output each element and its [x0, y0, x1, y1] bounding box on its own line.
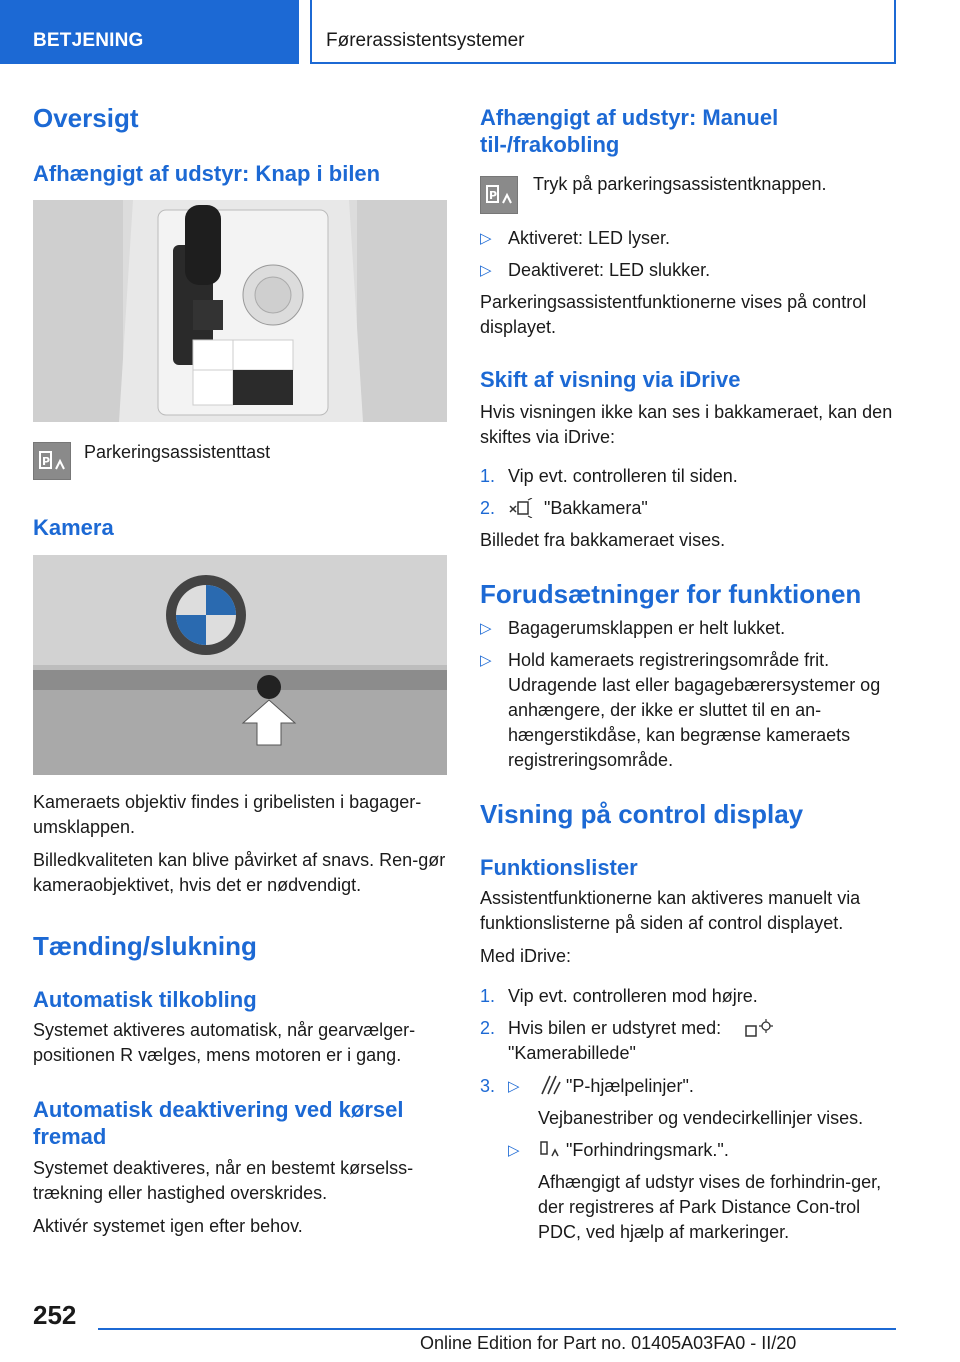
para-funktionslister: Assistentfunktionerne kan aktiveres manuelt via funktionslisterne på siden af control displayet.	[480, 888, 861, 933]
heading-visning: Visning på control display	[480, 799, 804, 829]
chapter-title: Førerassistentsystemer	[310, 0, 896, 64]
heading-skift: Skift af visning via iDrive	[480, 367, 741, 392]
list-item: ▷ "Forhindringsmark.". Afhængigt af udstyr vises de forhindrin-ger, der registreres af Park Distance Con-trol PDC, ved hjælp af markeringer.	[508, 1140, 882, 1242]
caption-knap: Parkeringsassistenttast	[84, 442, 271, 462]
list-item: ▷ Aktiveret: LED lyser.	[480, 226, 900, 251]
heading-taending: Tænding/slukning	[33, 931, 257, 961]
list-item: ▷ Hold kameraets registreringsområde frit. Udragende last eller bagagebærersystemer og anhængere, der ikke er sluttet til en an-hængerstikdåse, kan begrænse kameraets registreringsområde.	[480, 650, 881, 770]
para-auto-deakt-2: Aktivér systemet igen efter behov.	[33, 1216, 303, 1236]
footer-divider	[98, 1328, 896, 1330]
list-item: 3. ▷ "P-hjælpelinjer". Vejbanestriber og vendecirkellinjer vises.	[480, 1076, 864, 1128]
list-item: ▷ Deaktiveret: LED slukker.	[480, 258, 900, 283]
list-item: 1. Vip evt. controlleren mod højre.	[480, 986, 758, 1006]
heading-funktionslister: Funktionslister	[480, 855, 638, 880]
park-assist-button-icon	[33, 442, 71, 480]
list-item: 2. "Bakkamera"	[480, 498, 648, 518]
para-skift: Hvis visningen ikke kan ses i bakkameraet, kan den skiftes via iDrive:	[480, 402, 893, 447]
heading-knap: Afhængigt af udstyr: Knap i bilen	[33, 161, 381, 186]
bullet-marker-icon: ▷	[508, 1142, 520, 1159]
para-kamera-1: Kameraets objektiv findes i gribelisten i bagager-umsklappen.	[33, 792, 422, 837]
list-item: 2. Hvis bilen er udstyret med: "Kamerabillede"	[480, 1016, 900, 1066]
park-assist-button-icon	[480, 176, 518, 214]
obstacle-marking-icon	[538, 1138, 562, 1160]
footer-edition: Online Edition for Part no. 01405A03FA0 - II/20	[420, 1333, 797, 1353]
svg-text:P: P	[42, 455, 51, 468]
page-number: 252	[33, 1300, 77, 1330]
list-item: 1. Vip evt. controlleren til siden.	[480, 466, 738, 486]
heading-auto-deakt: Automatisk deaktivering ved kørsel fremad	[33, 1097, 404, 1149]
para-med-idrive: Med iDrive:	[480, 946, 572, 966]
section-tab: BETJENING	[0, 0, 299, 64]
heading-manuel: Afhængigt af udstyr: Manuel til-/frakobling	[480, 105, 779, 157]
bullet-marker-icon: ▷	[480, 620, 492, 637]
bullet-marker-icon: ▷	[480, 230, 492, 247]
bullet-marker-icon: ▷	[480, 262, 492, 279]
svg-text:P: P	[489, 189, 498, 202]
para-kamera-2: Billedkvaliteten kan blive påvirket af snavs. Ren-gør kameraobjektivet, hvis det er nødvendigt.	[33, 850, 446, 895]
bullet-marker-icon: ▷	[508, 1078, 520, 1095]
heading-auto-til: Automatisk tilkobling	[33, 987, 257, 1012]
gear-console-photo	[33, 200, 447, 422]
parking-lines-icon	[538, 1074, 562, 1096]
heading-kamera: Kamera	[33, 515, 114, 540]
trunk-camera-illustration	[33, 555, 447, 775]
heading-forudsaetninger: Forudsætninger for funktionen	[480, 579, 862, 609]
gear-console-illustration	[33, 200, 447, 422]
para-auto-deakt-1: Systemet deaktiveres, når en bestemt kørselss-trækning eller hastighed overskrides.	[33, 1158, 414, 1203]
camera-settings-icon	[742, 1018, 776, 1040]
camera-photo	[33, 555, 447, 775]
list-item: ▷ Bagagerumsklappen er helt lukket.	[480, 616, 900, 641]
para-tryk: Tryk på parkeringsassistentknappen.	[533, 174, 827, 194]
heading-oversigt: Oversigt	[33, 103, 139, 133]
para-auto-til: Systemet aktiveres automatisk, når gearvælger-positionen R vælges, mens motoren er i gang.	[33, 1020, 416, 1065]
rear-camera-icon	[508, 498, 536, 518]
para-billede: Billedet fra bakkameraet vises.	[480, 530, 726, 550]
bullet-marker-icon: ▷	[480, 652, 492, 669]
para-funktioner: Parkeringsassistentfunktionerne vises på control displayet.	[480, 292, 867, 337]
